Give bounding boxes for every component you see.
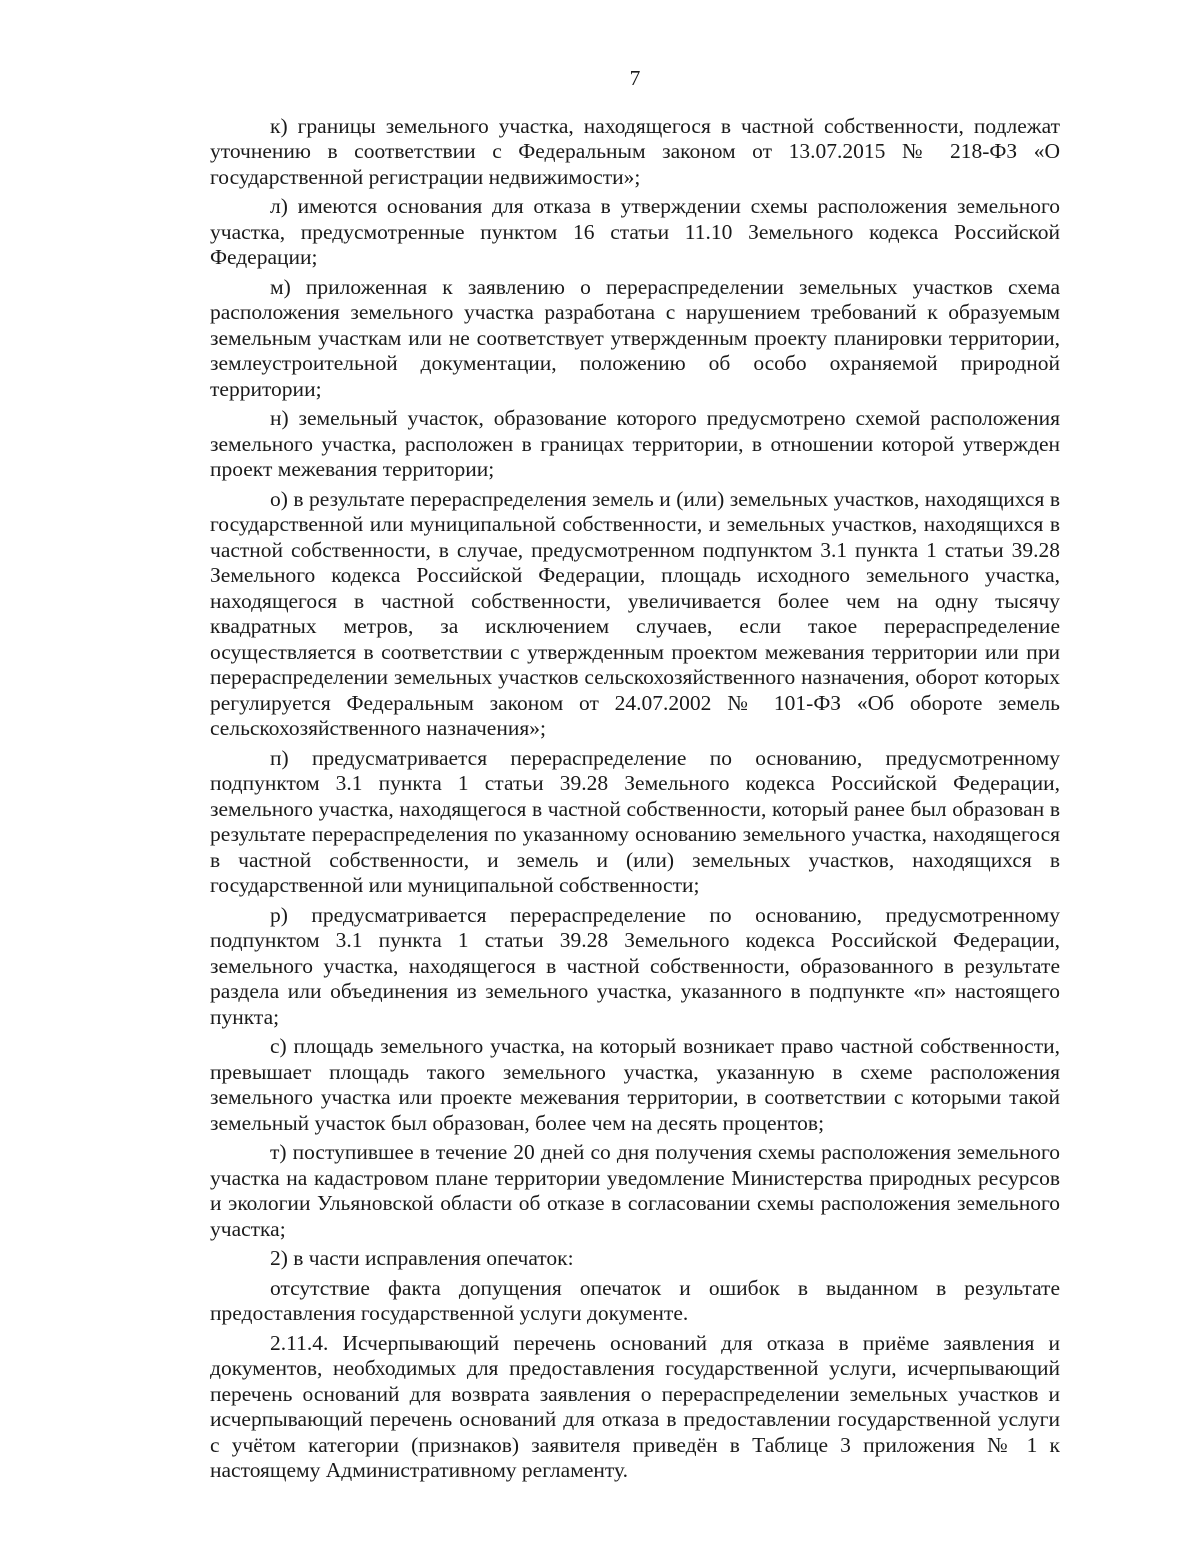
paragraph-n: н) земельный участок, образование которого предусмотрено схемой расположения земельного участка, расположен в границах территории, в отношении которой утвержден проект межевания территории; [210, 406, 1060, 481]
paragraph-typos-ground: отсутствие факта допущения опечаток и ошибок в выданном в результате предоставления государственной услуги документе. [210, 1275, 1060, 1325]
paragraph-2-11-4: 2.11.4. Исчерпывающий перечень оснований для отказа в приёме заявления и документов, необходимых для предоставления государственной услуги, исчерпывающий перечень оснований для возврата заявления о перераспределении земельных участков и исчерпывающий перечень оснований для отказа в предоставлении государственной услуги с учётом категории (признаков) заявителя приведён в Таблице 3 приложения № 1 к настоящему Административному регламенту. [210, 1330, 1060, 1482]
paragraph-p: п) предусматривается перераспределение по основанию, предусмотренному подпунктом 3.1 пункта 1 статьи 39.28 Земельного кодекса Российской Федерации, земельного участка, находящегося в частной собственности, который ранее был образован в результате перераспределения по указанному основанию земельного участка, находящегося в частной собственности, и земель и (или) земельных участков, находящихся в государственной или муниципальной собственности; [210, 745, 1060, 897]
paragraph-m: м) приложенная к заявлению о перераспределении земельных участков схема расположения земельного участка разработана с нарушением требований к образуемым земельным участкам или не соответствует утвержденным проекту планировки территории, землеустроительной документации, положению об особо охраняемой природной территории; [210, 274, 1060, 401]
page-number: 7 [629, 66, 641, 90]
paragraph-t: т) поступившее в течение 20 дней со дня получения схемы расположения земельного участка на кадастровом плане территории уведомление Министерства природных ресурсов и экологии Ульяновской области об отказе в согласовании схемы расположения земельного участка; [210, 1140, 1060, 1241]
paragraph-s: с) площадь земельного участка, на который возникает право частной собственности, превышает площадь такого земельного участка, указанную в схеме расположения земельного участка или проекте межевания территории, в соответствии с которыми такой земельный участок был образован, более чем на десять процентов; [210, 1034, 1060, 1135]
document-page [210, 66, 1060, 1488]
paragraph-o: о) в результате перераспределения земель и (или) земельных участков, находящихся в государственной или муниципальной собственности, и земельных участков, находящихся в частной собственности, в случае, предусмотренном подпунктом 3.1 пункта 1 статьи 39.28 Земельного кодекса Российской Федерации, площадь исходного земельного участка, находящегося в частной собственности, увеличивается более чем на одну тысячу квадратных метров, за исключением случаев, если такое перераспределение осуществляется в соответствии с утвержденным проектом межевания территории или при перераспределении земельных участков сельскохозяйственного назначения, оборот которых регулируется Федеральным законом от 24.07.2002 № 101-ФЗ «Об обороте земель сельскохозяйственного назначения»; [210, 486, 1060, 740]
paragraph-k: к) границы земельного участка, находящегося в частной собственности, подлежат уточнению в соответствии с Федеральным законом от 13.07.2015 № 218-ФЗ «О государственной регистрации недвижимости»; [210, 113, 1060, 189]
paragraph-r: р) предусматривается перераспределение по основанию, предусмотренному подпунктом 3.1 пункта 1 статьи 39.28 Земельного кодекса Российской Федерации, земельного участка, находящегося в частной собственности, образованного в результате раздела или объединения из земельного участка, указанного в подпункте «п» настоящего пункта; [210, 902, 1060, 1029]
paragraph-typos-heading: 2) в части исправления опечаток: [270, 1246, 574, 1270]
paragraph-l: л) имеются основания для отказа в утверждении схемы расположения земельного участка, предусмотренные пунктом 16 статьи 11.10 Земельного кодекса Российской Федерации; [210, 194, 1060, 269]
